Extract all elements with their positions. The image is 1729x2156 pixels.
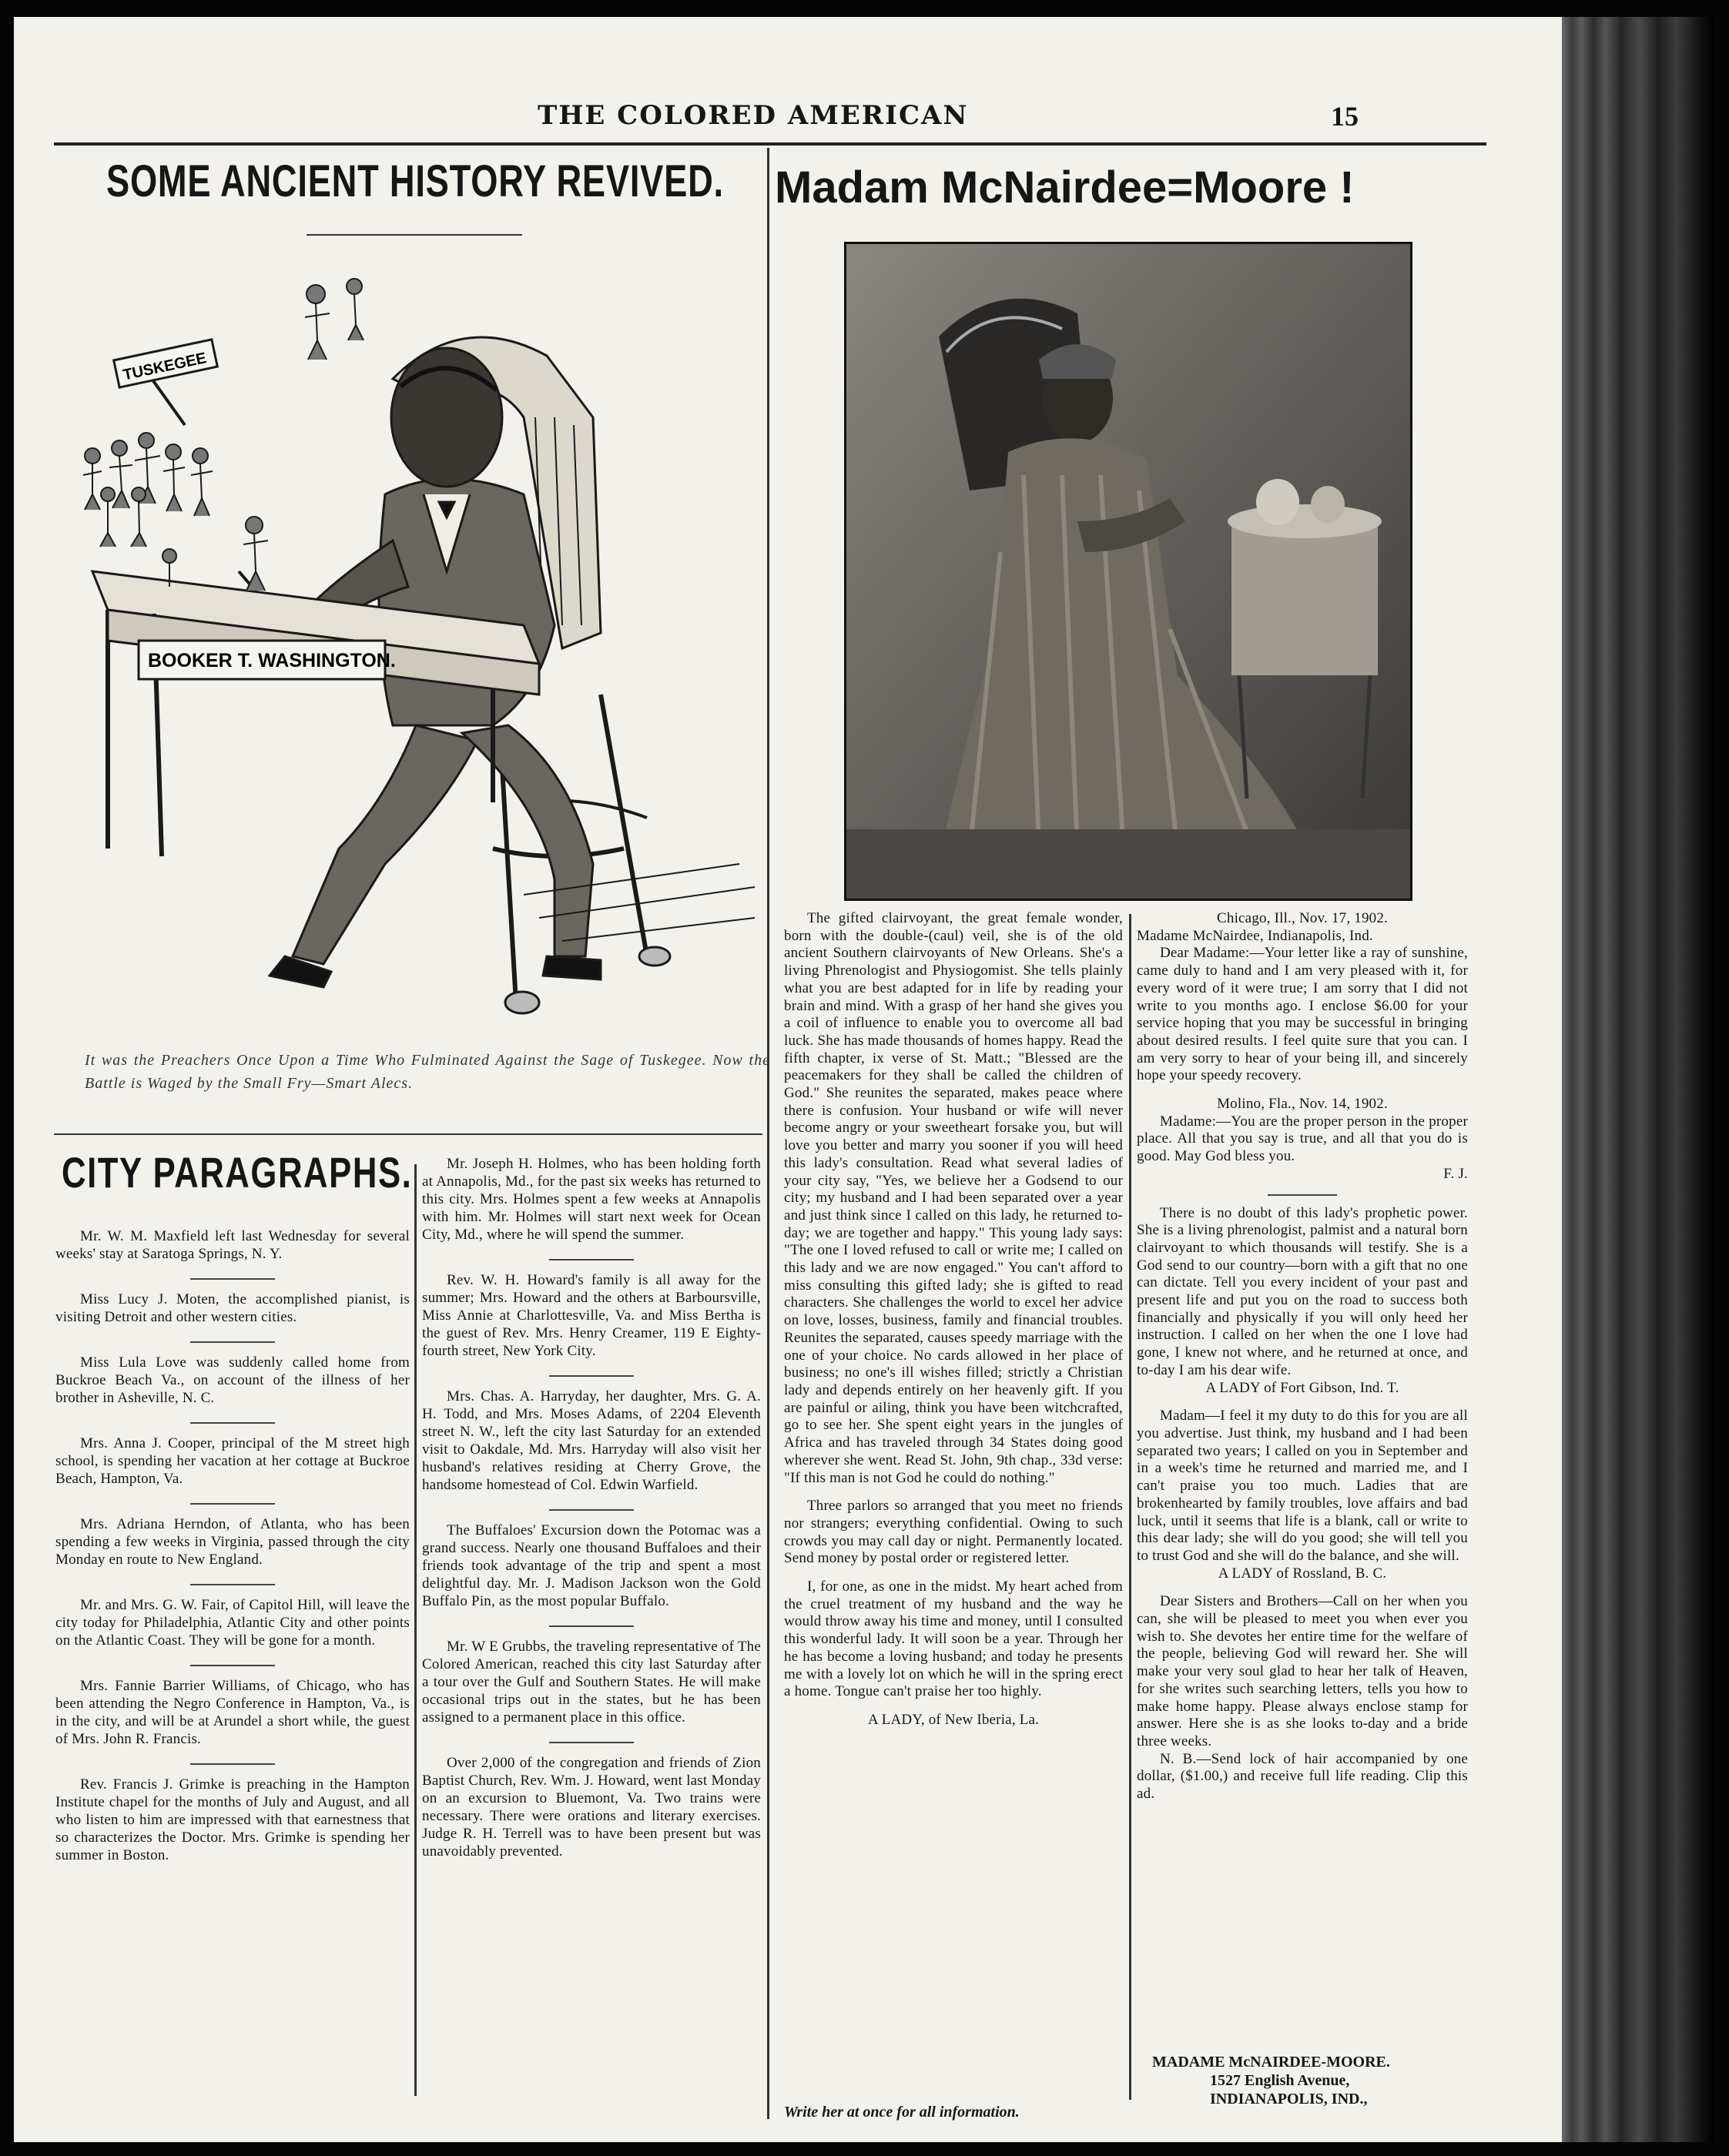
- write-her-line: Write her at once for all information.: [784, 2104, 1020, 2121]
- letter-dateline: Molino, Fla., Nov. 14, 1902.: [1217, 1096, 1388, 1113]
- ad-paragraph: I, for one, as one in the midst. My heart ached from the cruel treatment of my husband and the way he would throw away his time and money, until I consulted this wonderful lady. It will soon be a year. Through her he has become a loving husband; and today he presents me with a lovely lot on which he will in the spring erect a home. Tongue can't praise her too highly.: [784, 1578, 1123, 1700]
- address-city: INDIANAPOLIS, IND.,: [1210, 2091, 1368, 2107]
- paragraph-separator: [190, 1763, 275, 1765]
- city-paragraphs-title: CITY PARAGRAPHS.: [62, 1148, 413, 1197]
- ad-address: [1137, 2053, 1460, 2108]
- paragraph-separator: [190, 1665, 275, 1666]
- paragraph-separator: [549, 1259, 634, 1260]
- letter-body: There is no doubt of this lady's prophetic power. She is a living phrenologist, palmist and a natural born clairvoyant to which thousands will testify. She is a God send to our country—born with a gift that no one can dictate. Tell you every incident of your past and present life and put you on the road to success both financially and physically if you will only heed her instruction. I called on her when the one I love had gone, I knew not where, and he returned at once, and to-day I am his dear wife.: [1137, 1204, 1468, 1378]
- city-column-rule: [414, 1164, 417, 2096]
- ad-paragraph: Three parlors so arranged that you meet no friends nor strangers; everything confidential. Owing to such crowds you may call day or night. Permanently located. Send money by postal order or registered letter.: [784, 1498, 1123, 1567]
- masthead: THE COLORED AMERICAN: [538, 100, 969, 131]
- city-paragraph: Rev. W. H. Howard's family is all away for the summer; Mrs. Howard and the others at Barboursville, Miss Annie at Charlottesville, Va. and Miss Bertha is the guest of Rev. Mrs. Henry Creamer, 119 E Eighty-fourth street, New York City.: [422, 1272, 761, 1359]
- center-column-rule: [767, 148, 769, 2119]
- tuskegee-sign-text: TUSKEGEE: [121, 350, 208, 384]
- city-column-2: [422, 1155, 761, 1876]
- cartoon-title: SOME ANCIENT HISTORY REVIVED.: [106, 156, 724, 206]
- cartoon-illustration: [62, 263, 759, 1026]
- letter-signature: A LADY of Fort Gibson, Ind. T.: [1205, 1379, 1399, 1396]
- ad-column-rule: [1129, 914, 1131, 2100]
- cartoon-caption: It was the Preachers Once Upon a Time Who Fulminated Against the Sage of Tuskegee. Now the Battle is Waged by the Small Fry—Smart Alecs.: [85, 1052, 770, 1092]
- letter-body: Madam—I feel it my duty to do this for you are all you advertise. Just think, my husband and I had been separated two years; I called on you in September and in a week's time he returned and married me, and I can't praise you too much. Ladies that are brokenhearted by family troubles, love affairs and bad luck, until it seems that life is a blank, call or write to this dear lady; she will do you good; she will tell you to trust God and she will do the balance, and she will.: [1137, 1408, 1468, 1564]
- city-paragraph: Mr. and Mrs. G. W. Fair, of Capitol Hill, will leave the city today for Philadelphia, Atlantic City and other points on the Atlantic Coast. They will be gone for a month.: [55, 1597, 410, 1649]
- city-paragraph: Rev. Francis J. Grimke is preaching in the Hampton Institute chapel for the months of July and August, and all who listen to him are impressed with that earnestness that so characterizes the Doctor. Mrs. Grimke is spending her summer in Boston.: [55, 1776, 410, 1863]
- paragraph-separator: [190, 1584, 275, 1585]
- city-paragraph: Miss Lucy J. Moten, the accomplished pianist, is visiting Detroit and other western cities.: [55, 1291, 410, 1325]
- testimonial-signature: A LADY, of New Iberia, La.: [867, 1711, 1040, 1728]
- letter-addressee: Madame McNairdee, Indianapolis, Ind.: [1137, 927, 1373, 944]
- city-paragraph: Mrs. Chas. A. Harryday, her daughter, Mrs. G. A. H. Todd, and Mrs. Moses Adams, of 2204 Eleventh street N. W., left the city last Saturday for an extended visit to Oakdale, Md. Mrs. Harryday will also visit her husband's relatives residing at Cherry Grove, the handsome homestead of Col. Edwin Warfield.: [422, 1388, 761, 1493]
- ad-paragraph: The gifted clairvoyant, the great female wonder, born with the double-(caul) veil, she is of the old ancient Southern clairvoyants of New Orleans. She's a living Phrenologist and Physiogomist. She tells plainly what you are best adapted for in life by reading your brain and mind. With a grasp of her hand she gives you a coil of influence to enable you to overcome all bad luck. She has made thousands of homes happy. Read the fifth chapter, ix verse of St. Matt.; "Blessed are the peacemakers for they shall be called the children of God." She reunites the separated, makes peace where there is confusion. Your husband or wife will never become angry or your sweetheart forsake you, but will love you better and marry you sooner if you will heed this lady's consultation. Read what several ladies of your city say, "Yes, we believe her a Godsend to our city; my husband and I had been separated over a year and just think since I called on this lady, he returned to-day; we are together and happy." This young lady says: "The one I loved refused to call or write me; I called on this lady and we are now engaged." You can't afford to miss consulting this gifted lady; she is gifted to read characters. She challenges the world to excel her advice on love, losses, business, family and financial troubles. Reunites the separated, causes speedy marriage with the one of your choice. No cards allowed in her place of business; no one's ill wishes filled; strictly a Christian lady and depends entirely on her heavenly gift. If you are painful or ailing, think you have been witchcrafted, go to see her. She spent eight years in the jungles of Africa and has traveled through 34 States doing good wherever she went. Read St. John, 9th chap., 33d verse: "If this man is not God he could do nothing.": [784, 910, 1123, 1486]
- city-paragraph: Mrs. Fannie Barrier Williams, of Chicago, who has been attending the Negro Conference in Hampton, Va., is in the city, and will be at Arundel a short while, the guest of Mrs. John R. Francis.: [55, 1678, 410, 1747]
- paragraph-separator: [549, 1625, 634, 1627]
- ad-column-1: [784, 910, 1123, 1729]
- ad-title: Madam McNairdee=Moore !: [775, 162, 1355, 213]
- city-paragraph: Miss Lula Love was suddenly called home from Buckroe Beach Va., on account of the illness of her brother in Asheville, N. C.: [55, 1354, 410, 1406]
- closing-paragraph: Dear Sisters and Brothers—Call on her when you can, she will be pleased to meet you when ever you wish to. She devotes her entire time for the welfare of the people, believing God will reward her. She will make your very soul glad to hear her talk of Heaven, for she writes such searching letters, tells you how to make home happy. Please always enclose stamp for answer. Here she is as she looks to-day and a bride three weeks.: [1137, 1593, 1468, 1749]
- city-paragraph: Mrs. Anna J. Cooper, principal of the M street high school, is spending her vacation at her cottage at Buckroe Beach, Hampton, Va.: [55, 1435, 410, 1487]
- address-name: MADAME McNAIRDEE-MOORE.: [1152, 2054, 1390, 2071]
- title-underline: [307, 234, 522, 236]
- masthead-rule: [54, 142, 1486, 146]
- city-paragraph: Over 2,000 of the congregation and friends of Zion Baptist Church, Rev. Wm. J. Howard, went last Monday on an excursion to Bluemont, Va. Two trains were necessary. There were orations and literary exercises. Judge R. H. Terrell was to have been present but was unavoidably prevented.: [422, 1755, 761, 1860]
- letter-dateline: Chicago, Ill., Nov. 17, 1902.: [1217, 910, 1388, 926]
- city-paragraph: Mr. Joseph H. Holmes, who has been holding forth at Annapolis, Md., for the past six weeks has returned to this city. Mrs. Holmes spent a few weeks at Annapolis with him. Mr. Holmes will start next week for Ocean City, Md., where he will spend the summer.: [422, 1156, 761, 1243]
- nb-paragraph: N. B.—Send lock of hair accompanied by one dollar, ($1.00,) and receive full life reading. Clip this ad.: [1137, 1750, 1468, 1803]
- ad-column-2: [1137, 910, 1468, 1803]
- page-number: 15: [1331, 101, 1359, 132]
- paragraph-separator: [190, 1341, 275, 1343]
- newspaper-page: [14, 17, 1562, 2142]
- paragraph-separator: [549, 1742, 634, 1743]
- caption-rule: [54, 1133, 762, 1135]
- paragraph-separator: [190, 1422, 275, 1424]
- city-paragraph: Mr. W E Grubbs, the traveling representative of The Colored American, reached this city last Saturday after a tour over the Gulf and Southern States. He will make occasional trips out in the states, but he has been assigned to a permanent place in this office.: [422, 1639, 761, 1726]
- letter-body: Dear Madame:—Your letter like a ray of sunshine, came duly to hand and I am very pleased with it, for every word of it were true; I am sorry that I did not write to you months ago. I enclose $6.00 for your service hoping that you may be successful in bringing about desired results. I feel quite sure that you can. I am very sorry to hear of your being ill, and sincerely hope your speedy recovery.: [1137, 945, 1468, 1084]
- city-column-1: [55, 1227, 410, 1880]
- letter-body: Madame:—You are the proper person in the proper place. All that you say is true, and all that you do is good. May God bless you.: [1137, 1113, 1468, 1165]
- city-paragraph: Mrs. Adriana Herndon, of Atlanta, who has been spending a few weeks in Virginia, passed through the city Monday en route to New England.: [55, 1516, 410, 1568]
- paragraph-separator: [1268, 1194, 1337, 1196]
- paragraph-separator: [190, 1278, 275, 1280]
- city-paragraph: Mr. W. M. Maxfield left last Wednesday for several weeks' stay at Saratoga Springs, N. Y.: [55, 1228, 410, 1262]
- city-paragraph: The Buffaloes' Excursion down the Potomac was a grand success. Nearly one thousand Buffaloes and their friends took advantage of the trip and spent a most delightful day. Mr. J. Madison Jackson won the Gold Buffalo Pin, as the most popular Buffalo.: [422, 1522, 761, 1609]
- paragraph-separator: [549, 1509, 634, 1511]
- madam-portrait-photo: [844, 242, 1412, 901]
- portrait-image: [846, 244, 1410, 899]
- letter-signature: A LADY of Rossland, B. C.: [1218, 1565, 1387, 1582]
- paragraph-separator: [190, 1503, 275, 1505]
- paragraph-separator: [549, 1375, 634, 1377]
- book-spine: [1560, 17, 1714, 2142]
- address-street: 1527 English Avenue,: [1210, 2072, 1350, 2089]
- desk-nameplate-text: BOOKER T. WASHINGTON.: [148, 650, 396, 671]
- letter-signature: F. J.: [1443, 1165, 1468, 1182]
